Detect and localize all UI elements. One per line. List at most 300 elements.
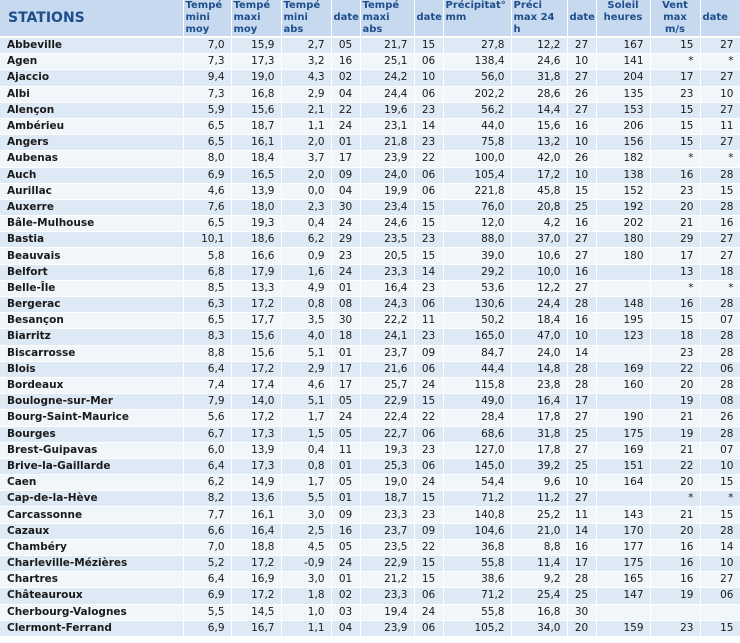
date-cell: 27 xyxy=(567,491,596,507)
temp-min-abs-cell: 4,6 xyxy=(281,377,331,393)
precipitation-cell: 50,2 xyxy=(443,313,511,329)
date-cell: 14 xyxy=(700,539,740,555)
precipitation-cell: 140,8 xyxy=(443,507,511,523)
temp-max-abs-cell: 24,2 xyxy=(360,70,414,86)
station-name-cell: Cazaux xyxy=(0,523,183,539)
precip-max-24h-cell: 17,8 xyxy=(511,442,567,458)
precipitation-cell: 104,6 xyxy=(443,523,511,539)
wind-max-cell: 16 xyxy=(650,167,700,183)
date-cell: 23 xyxy=(414,232,443,248)
date-cell: 26 xyxy=(567,86,596,102)
precip-max-24h-cell: 17,2 xyxy=(511,167,567,183)
date-cell: 06 xyxy=(700,361,740,377)
sunshine-hours-cell: 170 xyxy=(596,523,650,539)
wind-max-cell: 22 xyxy=(650,361,700,377)
temp-min-abs-cell: 2,0 xyxy=(281,135,331,151)
precip-max-24h-cell: 23,8 xyxy=(511,377,567,393)
precip-max-24h-cell: 10,0 xyxy=(511,264,567,280)
date-cell: 06 xyxy=(414,297,443,313)
precip-max-24h-cell: 15,6 xyxy=(511,118,567,134)
temp-max-abs-cell: 21,2 xyxy=(360,572,414,588)
sunshine-hours-cell xyxy=(596,491,650,507)
date-cell: 16 xyxy=(567,313,596,329)
temp-max-abs-cell: 22,9 xyxy=(360,556,414,572)
precipitation-cell: 71,2 xyxy=(443,491,511,507)
date-cell: 28 xyxy=(700,199,740,215)
precipitation-cell: 100,0 xyxy=(443,151,511,167)
temp-min-avg-cell: 8,2 xyxy=(183,491,231,507)
wind-max-cell: 23 xyxy=(650,183,700,199)
table-row xyxy=(0,442,740,458)
date-cell: 27 xyxy=(567,232,596,248)
date-cell: 04 xyxy=(331,620,360,636)
date-cell: 07 xyxy=(700,442,740,458)
table-row xyxy=(0,216,740,232)
date-cell: 15 xyxy=(700,507,740,523)
temp-max-avg-cell: 16,1 xyxy=(231,507,281,523)
temp-min-avg-cell: 9,4 xyxy=(183,70,231,86)
sunshine-hours-cell: 147 xyxy=(596,588,650,604)
wind-max-cell: 19 xyxy=(650,426,700,442)
temp-max-abs-cell: 22,2 xyxy=(360,313,414,329)
temp-min-avg-cell: 6,0 xyxy=(183,442,231,458)
date-cell: 06 xyxy=(414,54,443,70)
wind-max-cell: * xyxy=(650,280,700,296)
wind-max-cell: * xyxy=(650,151,700,167)
date-cell: 22 xyxy=(414,539,443,555)
wind-max-cell: 17 xyxy=(650,70,700,86)
precip-max-24h-cell: 18,4 xyxy=(511,313,567,329)
date-cell: 24 xyxy=(331,410,360,426)
precip-max-24h-cell: 39,2 xyxy=(511,458,567,474)
date-cell: 27 xyxy=(700,135,740,151)
precipitation-cell: 105,2 xyxy=(443,620,511,636)
station-name-cell: Ambérieu xyxy=(0,118,183,134)
wind-max-cell: * xyxy=(650,54,700,70)
sunshine-hours-cell: 135 xyxy=(596,86,650,102)
precip-max-24h-cell: 25,4 xyxy=(511,588,567,604)
temp-min-abs-cell: 0,4 xyxy=(281,216,331,232)
sunshine-hours-cell: 169 xyxy=(596,361,650,377)
precip-max-24h-cell: 28,6 xyxy=(511,86,567,102)
station-name-cell: Beauvais xyxy=(0,248,183,264)
temp-max-abs-cell: 23,1 xyxy=(360,118,414,134)
wind-max-cell: 15 xyxy=(650,102,700,118)
date-cell: 06 xyxy=(700,588,740,604)
date-cell: 27 xyxy=(567,37,596,54)
header-temp-max-abs: Tempé maxi abs xyxy=(360,0,414,37)
temp-min-abs-cell: 4,3 xyxy=(281,70,331,86)
precipitation-cell: 54,4 xyxy=(443,475,511,491)
sunshine-hours-cell: 148 xyxy=(596,297,650,313)
precip-max-24h-cell: 42,0 xyxy=(511,151,567,167)
temp-max-abs-cell: 22,4 xyxy=(360,410,414,426)
date-cell: 30 xyxy=(567,604,596,620)
precipitation-cell: 202,2 xyxy=(443,86,511,102)
temp-min-abs-cell: 2,7 xyxy=(281,37,331,54)
precipitation-cell: 221,8 xyxy=(443,183,511,199)
date-cell: 10 xyxy=(567,135,596,151)
precip-max-24h-cell: 4,2 xyxy=(511,216,567,232)
sunshine-hours-cell: 192 xyxy=(596,199,650,215)
temp-max-abs-cell: 24,1 xyxy=(360,329,414,345)
temp-min-abs-cell: 2,3 xyxy=(281,199,331,215)
header-sunshine-hours: Soleil heures xyxy=(596,0,650,37)
precip-max-24h-cell: 24,0 xyxy=(511,345,567,361)
date-cell: 23 xyxy=(414,280,443,296)
precip-max-24h-cell: 8,8 xyxy=(511,539,567,555)
temp-min-abs-cell: 1,7 xyxy=(281,475,331,491)
date-cell: 11 xyxy=(567,507,596,523)
temp-max-avg-cell: 17,2 xyxy=(231,297,281,313)
precipitation-cell: 105,4 xyxy=(443,167,511,183)
date-cell: 25 xyxy=(567,426,596,442)
date-cell: 27 xyxy=(567,248,596,264)
sunshine-hours-cell: 151 xyxy=(596,458,650,474)
temp-max-abs-cell: 25,1 xyxy=(360,54,414,70)
station-name-cell: Cap-de-la-Hève xyxy=(0,491,183,507)
date-cell: 28 xyxy=(567,361,596,377)
temp-min-avg-cell: 6,9 xyxy=(183,620,231,636)
header-precipitation: Précipitat° mm xyxy=(443,0,511,37)
wind-max-cell: 17 xyxy=(650,248,700,264)
precipitation-cell: 49,0 xyxy=(443,394,511,410)
temp-max-avg-cell: 17,7 xyxy=(231,313,281,329)
station-name-cell: Angers xyxy=(0,135,183,151)
station-name-cell: Agen xyxy=(0,54,183,70)
temp-max-avg-cell: 13,9 xyxy=(231,442,281,458)
wind-max-cell: 15 xyxy=(650,135,700,151)
temp-min-avg-cell: 7,0 xyxy=(183,539,231,555)
station-name-cell: Cherbourg-Valognes xyxy=(0,604,183,620)
sunshine-hours-cell: 182 xyxy=(596,151,650,167)
table-row xyxy=(0,539,740,555)
temp-max-avg-cell: 16,1 xyxy=(231,135,281,151)
date-cell: 06 xyxy=(414,588,443,604)
wind-max-cell: 20 xyxy=(650,377,700,393)
wind-max-cell: 16 xyxy=(650,539,700,555)
wind-max-cell: 15 xyxy=(650,313,700,329)
wind-max-cell: 21 xyxy=(650,507,700,523)
header-date: date xyxy=(700,0,740,37)
sunshine-hours-cell: 156 xyxy=(596,135,650,151)
temp-max-abs-cell: 23,3 xyxy=(360,588,414,604)
temp-min-avg-cell: 7,0 xyxy=(183,37,231,54)
precipitation-cell: 75,8 xyxy=(443,135,511,151)
date-cell: 28 xyxy=(700,329,740,345)
temp-max-avg-cell: 15,9 xyxy=(231,37,281,54)
precip-max-24h-cell: 24,4 xyxy=(511,297,567,313)
date-cell: 18 xyxy=(700,264,740,280)
date-cell: 01 xyxy=(331,458,360,474)
temp-max-abs-cell: 21,7 xyxy=(360,37,414,54)
temp-min-abs-cell: 0,8 xyxy=(281,297,331,313)
date-cell: 26 xyxy=(567,151,596,167)
precipitation-cell: 130,6 xyxy=(443,297,511,313)
table-row xyxy=(0,102,740,118)
temp-min-avg-cell: 5,9 xyxy=(183,102,231,118)
temp-max-avg-cell: 17,2 xyxy=(231,588,281,604)
wind-max-cell: 20 xyxy=(650,523,700,539)
temp-max-avg-cell: 17,2 xyxy=(231,410,281,426)
temp-max-avg-cell: 16,5 xyxy=(231,167,281,183)
date-cell: 10 xyxy=(567,54,596,70)
date-cell: 26 xyxy=(700,410,740,426)
temp-max-avg-cell: 18,0 xyxy=(231,199,281,215)
temp-max-abs-cell: 25,3 xyxy=(360,458,414,474)
table-row xyxy=(0,232,740,248)
temp-max-avg-cell: 14,0 xyxy=(231,394,281,410)
date-cell: 01 xyxy=(331,491,360,507)
temp-min-abs-cell: 4,9 xyxy=(281,280,331,296)
date-cell: 09 xyxy=(414,345,443,361)
table-row xyxy=(0,588,740,604)
header-date: date xyxy=(331,0,360,37)
temp-max-avg-cell: 18,7 xyxy=(231,118,281,134)
date-cell: 30 xyxy=(331,313,360,329)
header-date: date xyxy=(414,0,443,37)
temp-min-avg-cell: 7,3 xyxy=(183,86,231,102)
date-cell: 05 xyxy=(331,539,360,555)
date-cell: 24 xyxy=(414,604,443,620)
date-cell: 27 xyxy=(567,70,596,86)
station-name-cell: Blois xyxy=(0,361,183,377)
sunshine-hours-cell: 143 xyxy=(596,507,650,523)
date-cell: 27 xyxy=(700,232,740,248)
date-cell: 11 xyxy=(331,442,360,458)
date-cell: 24 xyxy=(414,475,443,491)
date-cell: 02 xyxy=(331,70,360,86)
temp-min-avg-cell: 7,7 xyxy=(183,507,231,523)
date-cell: 10 xyxy=(700,458,740,474)
station-name-cell: Carcassonne xyxy=(0,507,183,523)
station-name-cell: Chartres xyxy=(0,572,183,588)
date-cell: 15 xyxy=(414,491,443,507)
station-name-cell: Aubenas xyxy=(0,151,183,167)
precipitation-cell: 56,2 xyxy=(443,102,511,118)
wind-max-cell: 22 xyxy=(650,458,700,474)
date-cell: 10 xyxy=(567,329,596,345)
temp-max-abs-cell: 19,4 xyxy=(360,604,414,620)
precipitation-cell: 39,0 xyxy=(443,248,511,264)
date-cell: 09 xyxy=(331,507,360,523)
temp-max-avg-cell: 16,9 xyxy=(231,572,281,588)
temp-min-abs-cell: 1,8 xyxy=(281,588,331,604)
temp-max-abs-cell: 25,7 xyxy=(360,377,414,393)
precipitation-cell: 68,6 xyxy=(443,426,511,442)
precipitation-cell: 38,6 xyxy=(443,572,511,588)
temp-min-avg-cell: 6,4 xyxy=(183,361,231,377)
date-cell: 16 xyxy=(700,216,740,232)
precipitation-cell: 115,8 xyxy=(443,377,511,393)
precipitation-cell: 55,8 xyxy=(443,604,511,620)
precipitation-cell: 53,6 xyxy=(443,280,511,296)
temp-max-avg-cell: 14,5 xyxy=(231,604,281,620)
table-row xyxy=(0,410,740,426)
date-cell: 28 xyxy=(700,297,740,313)
temp-min-avg-cell: 6,2 xyxy=(183,475,231,491)
date-cell: 14 xyxy=(567,523,596,539)
temp-max-abs-cell: 23,3 xyxy=(360,507,414,523)
temp-min-avg-cell: 6,4 xyxy=(183,572,231,588)
temp-max-avg-cell: 18,4 xyxy=(231,151,281,167)
sunshine-hours-cell: 169 xyxy=(596,442,650,458)
precipitation-cell: 88,0 xyxy=(443,232,511,248)
date-cell: 10 xyxy=(700,556,740,572)
date-cell: 11 xyxy=(414,313,443,329)
date-cell: 28 xyxy=(700,523,740,539)
date-cell: 15 xyxy=(414,572,443,588)
temp-min-avg-cell: 6,5 xyxy=(183,118,231,134)
temp-max-avg-cell: 17,3 xyxy=(231,458,281,474)
precipitation-cell: 29,2 xyxy=(443,264,511,280)
date-cell: * xyxy=(700,54,740,70)
date-cell xyxy=(700,604,740,620)
header-temp-max-avg: Tempé maxi moy xyxy=(231,0,281,37)
table-row xyxy=(0,118,740,134)
station-name-cell: Bastia xyxy=(0,232,183,248)
precipitation-cell: 28,4 xyxy=(443,410,511,426)
precip-max-24h-cell: 12,2 xyxy=(511,280,567,296)
temp-max-avg-cell: 16,8 xyxy=(231,86,281,102)
date-cell: 16 xyxy=(567,539,596,555)
temp-min-abs-cell: 0,9 xyxy=(281,248,331,264)
temp-min-avg-cell: 6,9 xyxy=(183,588,231,604)
sunshine-hours-cell: 175 xyxy=(596,426,650,442)
temp-max-abs-cell: 23,7 xyxy=(360,345,414,361)
temp-max-abs-cell: 23,5 xyxy=(360,539,414,555)
precip-max-24h-cell: 14,4 xyxy=(511,102,567,118)
date-cell: 07 xyxy=(700,313,740,329)
precipitation-cell: 145,0 xyxy=(443,458,511,474)
temp-max-avg-cell: 15,6 xyxy=(231,329,281,345)
date-cell: 24 xyxy=(331,264,360,280)
temp-min-avg-cell: 5,6 xyxy=(183,410,231,426)
temp-min-avg-cell: 7,9 xyxy=(183,394,231,410)
temp-min-abs-cell: 5,1 xyxy=(281,394,331,410)
station-name-cell: Bourg-Saint-Maurice xyxy=(0,410,183,426)
header-temp-min-avg: Tempé mini moy xyxy=(183,0,231,37)
temp-min-avg-cell: 7,4 xyxy=(183,377,231,393)
precip-max-24h-cell: 17,8 xyxy=(511,410,567,426)
sunshine-hours-cell: 180 xyxy=(596,248,650,264)
temp-min-avg-cell: 7,3 xyxy=(183,54,231,70)
precipitation-cell: 165,0 xyxy=(443,329,511,345)
table-row xyxy=(0,297,740,313)
temp-max-avg-cell: 13,3 xyxy=(231,280,281,296)
precipitation-cell: 56,0 xyxy=(443,70,511,86)
date-cell: 23 xyxy=(414,507,443,523)
temp-max-avg-cell: 17,3 xyxy=(231,426,281,442)
table-row xyxy=(0,151,740,167)
table-row xyxy=(0,37,740,54)
temp-max-abs-cell: 23,4 xyxy=(360,199,414,215)
precip-max-24h-cell: 25,2 xyxy=(511,507,567,523)
sunshine-hours-cell: 206 xyxy=(596,118,650,134)
sunshine-hours-cell: 180 xyxy=(596,232,650,248)
temp-min-avg-cell: 6,9 xyxy=(183,167,231,183)
temp-max-abs-cell: 21,8 xyxy=(360,135,414,151)
temp-min-abs-cell: 5,1 xyxy=(281,345,331,361)
temp-min-avg-cell: 5,2 xyxy=(183,556,231,572)
temp-max-avg-cell: 17,3 xyxy=(231,54,281,70)
date-cell: 04 xyxy=(331,86,360,102)
temp-min-abs-cell: 2,0 xyxy=(281,167,331,183)
table-row xyxy=(0,394,740,410)
date-cell: 06 xyxy=(414,458,443,474)
date-cell: 27 xyxy=(700,102,740,118)
precip-max-24h-cell: 13,2 xyxy=(511,135,567,151)
precip-max-24h-cell: 14,8 xyxy=(511,361,567,377)
precipitation-cell: 138,4 xyxy=(443,54,511,70)
temp-min-abs-cell: 6,2 xyxy=(281,232,331,248)
date-cell: 23 xyxy=(414,135,443,151)
temp-min-avg-cell: 8,3 xyxy=(183,329,231,345)
table-row xyxy=(0,377,740,393)
date-cell: 18 xyxy=(331,329,360,345)
station-name-cell: Boulogne-sur-Mer xyxy=(0,394,183,410)
temp-min-avg-cell: 8,0 xyxy=(183,151,231,167)
temp-min-avg-cell: 7,6 xyxy=(183,199,231,215)
date-cell: 23 xyxy=(414,102,443,118)
date-cell: 08 xyxy=(331,297,360,313)
date-cell: 28 xyxy=(700,426,740,442)
date-cell: 05 xyxy=(331,475,360,491)
temp-min-abs-cell: 1,7 xyxy=(281,410,331,426)
wind-max-cell: 23 xyxy=(650,86,700,102)
temp-max-abs-cell: 19,0 xyxy=(360,475,414,491)
precip-max-24h-cell: 11,2 xyxy=(511,491,567,507)
temp-max-abs-cell: 18,7 xyxy=(360,491,414,507)
station-name-cell: Clermont-Ferrand xyxy=(0,620,183,636)
table-row xyxy=(0,475,740,491)
wind-max-cell: 20 xyxy=(650,199,700,215)
station-name-cell: Auch xyxy=(0,167,183,183)
temp-max-avg-cell: 19,0 xyxy=(231,70,281,86)
temp-max-abs-cell: 23,3 xyxy=(360,264,414,280)
date-cell: 23 xyxy=(331,248,360,264)
precip-max-24h-cell: 9,2 xyxy=(511,572,567,588)
station-name-cell: Besançon xyxy=(0,313,183,329)
station-name-cell: Caen xyxy=(0,475,183,491)
precipitation-cell: 76,0 xyxy=(443,199,511,215)
date-cell: 16 xyxy=(567,264,596,280)
date-cell: 14 xyxy=(567,345,596,361)
precip-max-24h-cell: 16,8 xyxy=(511,604,567,620)
temp-max-abs-cell: 24,3 xyxy=(360,297,414,313)
temp-min-abs-cell: 0,4 xyxy=(281,442,331,458)
table-row xyxy=(0,556,740,572)
sunshine-hours-cell: 164 xyxy=(596,475,650,491)
sunshine-hours-cell: 165 xyxy=(596,572,650,588)
date-cell: 24 xyxy=(331,216,360,232)
date-cell: 27 xyxy=(567,280,596,296)
date-cell: 02 xyxy=(331,588,360,604)
precip-max-24h-cell: 21,0 xyxy=(511,523,567,539)
temp-max-abs-cell: 24,0 xyxy=(360,167,414,183)
temp-min-abs-cell: 0,8 xyxy=(281,458,331,474)
date-cell: 25 xyxy=(567,588,596,604)
sunshine-hours-cell: 138 xyxy=(596,167,650,183)
header-date: date xyxy=(567,0,596,37)
temp-max-avg-cell: 17,4 xyxy=(231,377,281,393)
temp-min-abs-cell: 3,0 xyxy=(281,572,331,588)
temp-min-abs-cell: 2,9 xyxy=(281,86,331,102)
sunshine-hours-cell xyxy=(596,264,650,280)
date-cell: 14 xyxy=(414,118,443,134)
date-cell: 06 xyxy=(414,86,443,102)
temp-max-abs-cell: 24,6 xyxy=(360,216,414,232)
